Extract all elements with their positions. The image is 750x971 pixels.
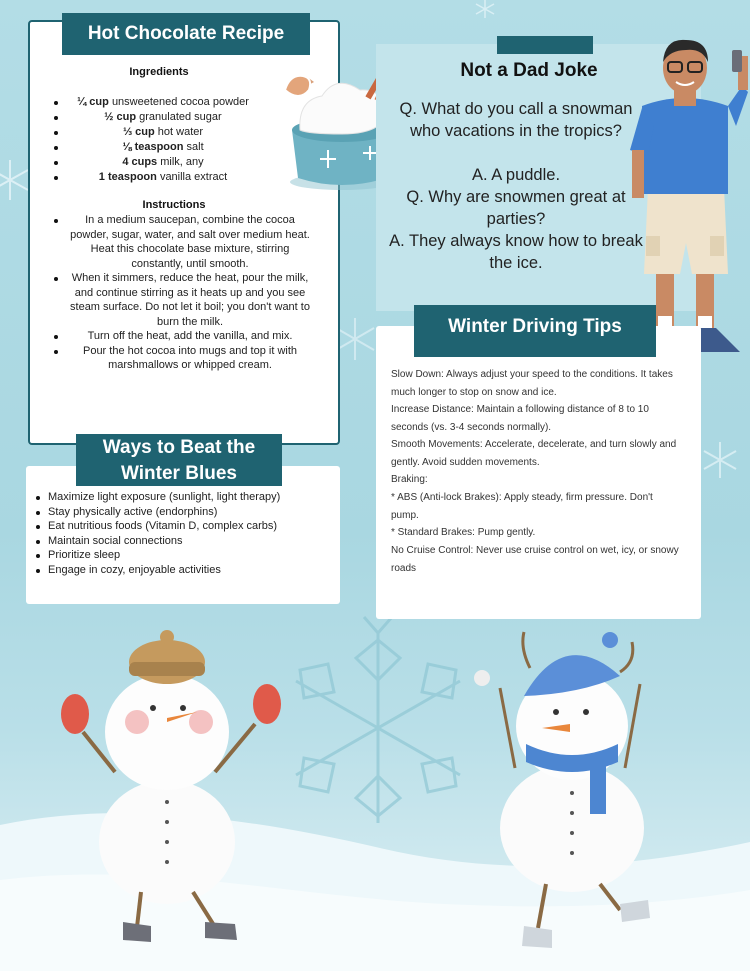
ingredients-heading: Ingredients [129,66,189,78]
ingredient-item: ¼ cup unsweetened cocoa powder [28,95,280,110]
winter-blues-title-line1: Ways to Beat the [102,437,256,458]
driving-tip: * ABS (Anti-lock Brakes): Apply steady, firm pressure. Don't pump. [391,492,653,521]
joke-accent-bar [497,36,593,54]
list-item: Maintain social connections [32,534,280,549]
snowflake-icon [0,160,28,200]
driving-tip: Braking: [391,474,428,485]
ingredient-item: ⅓ cup hot water [28,125,280,140]
list-item: Stay physically active (endorphins) [32,505,280,520]
joke-answer: A. A puddle. [471,166,561,184]
joke-title: Not a Dad Joke [460,60,598,81]
snowflake-icon [704,442,736,478]
snowman-right-illustration [470,628,670,958]
ingredient-item: 4 cups milk, any [28,155,280,170]
driving-tip: Slow Down: Always adjust your speed to the conditions. It takes much longer to stop on snow and ice. [391,369,673,398]
driving-tip: Increase Distance: Maintain a following distance of 8 to 10 seconds (vs. 3-4 seconds normally). [391,404,649,433]
joke-question: Q. Why are snowmen great at parties? [406,188,626,228]
ingredient-item: ½ cup granulated sugar [28,110,280,125]
large-snowflake-icon [296,617,460,823]
snowflake-icon [336,318,374,360]
snowman-left-illustration [55,622,285,952]
instruction-step: Pour the hot cocoa into mugs and top it with marshmallows or whipped cream. [28,344,340,373]
list-item: Eat nutritious foods (Vitamin D, complex carbs) [32,519,280,534]
driving-tip: No Cruise Control: Never use cruise control on wet, icy, or snowy roads [391,545,679,574]
joke-question: Q. What do you call a snowman who vacations in the tropics? [399,100,633,140]
instructions-list [28,213,340,373]
driving-tips-title: Winter Driving Tips [414,305,656,357]
winter-blues-list [32,490,280,578]
list-item: Engage in cozy, enjoyable activities [32,563,280,578]
driving-tip: * Standard Brakes: Pump gently. [391,527,536,538]
winter-blues-title [76,434,282,486]
driving-tip: Smooth Movements: Accelerate, decelerate, and turn slowly and gently. Avoid sudden movements. [391,439,677,468]
joke-answer: A. They always know how to break the ice. [389,232,643,272]
instruction-step: Turn off the heat, add the vanilla, and mix. [28,329,340,344]
recipe-title: Hot Chocolate Recipe [62,13,310,55]
list-item: Maximize light exposure (sunlight, light therapy) [32,490,280,505]
winter-blues-title-line2: Winter Blues [121,463,237,484]
instructions-heading: Instructions [142,199,206,211]
ingredient-item: ⅛ teaspoon salt [28,140,280,155]
instruction-step: When it simmers, reduce the heat, pour the milk, and continue stirring as it heats up and you see steam surface. Do not let it boil; you don't want to burn the milk. [28,271,340,329]
instruction-step: In a medium saucepan, combine the cocoa powder, sugar, water, and salt over medium heat. Heat this chocolate base mixture, stirring constantly, until smooth. [28,213,340,271]
snowflake-icon [476,0,494,18]
list-item: Prioritize sleep [32,548,280,563]
ingredient-item: 1 teaspoon vanilla extract [28,170,280,185]
